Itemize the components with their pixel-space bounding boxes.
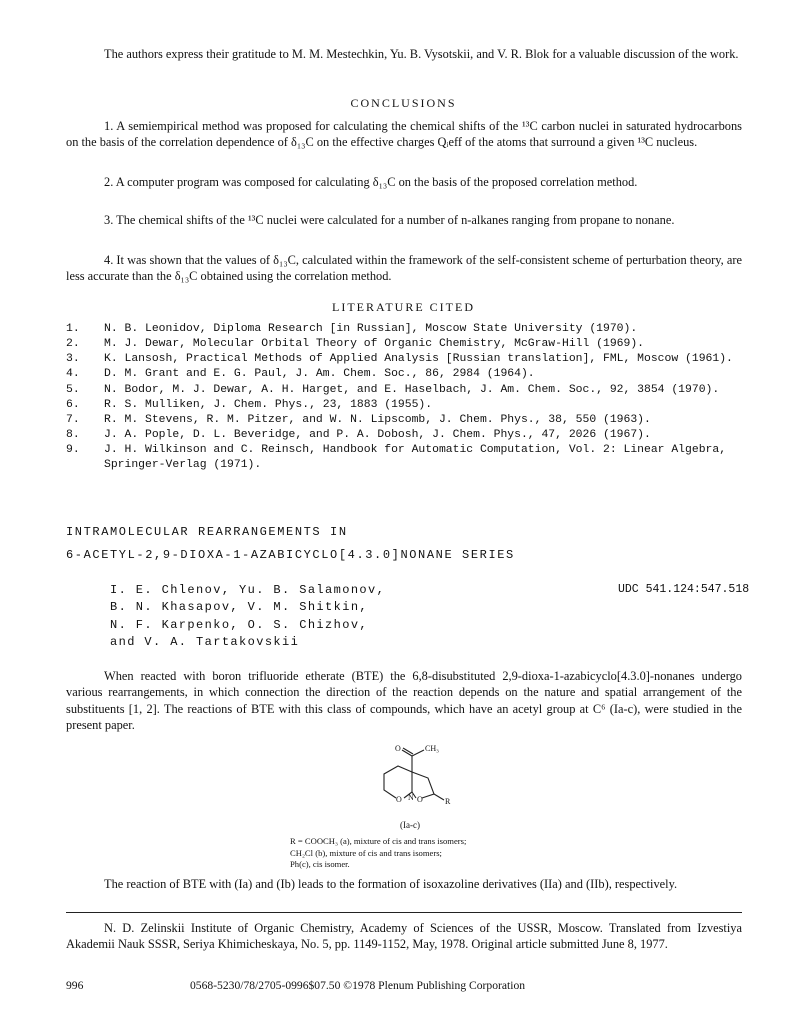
reference-text: R. S. Mulliken, J. Chem. Phys., 23, 1883 (1955).	[104, 398, 433, 411]
reference-item	[66, 413, 742, 428]
atom-label: CH₃	[425, 744, 439, 753]
atom-label: O	[417, 795, 423, 804]
author-block	[110, 582, 385, 652]
conclusion-4: 4. It was shown that the values of δ₁₃C, calculated within the framework of the self-consistent scheme of perturbation theory, are less accurate than the δ₁₃C obtained using the correlation method.	[66, 253, 742, 284]
r-bond	[434, 794, 444, 800]
ring-bond	[412, 772, 434, 798]
atom-label: O	[396, 795, 402, 804]
reference-number: 7.	[66, 413, 80, 426]
footnote: N. D. Zelinskii Institute of Organic Chemistry, Academy of Sciences of the USSR, Moscow. Translated from Izvestiya Akademii Nauk SSSR, Seriya Khimicheskaya, No. 5, pp. 1149-1152, May, 1978. Original article submitted June 8, 1977.	[66, 921, 742, 952]
article-title-line-2: 6-ACETYL-2,9-DIOXA-1-AZABICYCLO[4.3.0]NONANE SERIES	[66, 548, 515, 562]
structure-note: Ph(c), cis isomer.	[290, 859, 350, 870]
article-title-line-1: INTRAMOLECULAR REARRANGEMENTS IN	[66, 525, 348, 539]
atom-label: O	[395, 744, 401, 753]
structure-note: R = COOCH₃ (a), mixture of cis and trans isomers;	[290, 836, 467, 846]
reference-text: N. B. Leonidov, Diploma Research [in Russian], Moscow State University (1970).	[104, 323, 638, 335]
atom-label: N	[408, 793, 414, 802]
reference-item	[66, 383, 742, 398]
reference-number: 2.	[66, 338, 80, 351]
reference-item	[66, 428, 742, 443]
reference-item	[66, 398, 742, 413]
page-number: 996	[66, 979, 84, 992]
reference-item	[66, 367, 742, 382]
literature-heading: LITERATURE CITED	[332, 300, 475, 314]
conclusion-2: 2. A computer program was composed for calculating δ₁₃C on the basis of the proposed correlation method.	[104, 175, 638, 189]
reaction-paragraph: The reaction of BTE with (Ia) and (Ib) leads to the formation of isoxazoline derivatives (IIa) and (IIb), respectively.	[104, 877, 678, 891]
reference-text: J. H. Wilkinson and C. Reinsch, Handbook for Automatic Computation, Vol. 2: Linear Algebra, Springer-Verlag (1971).	[104, 444, 727, 472]
author-line: N. F. Karpenko, O. S. Chizhov,	[110, 617, 369, 632]
reference-number: 8.	[66, 429, 80, 442]
author-line: and V. A. Tartakovskii	[110, 635, 300, 650]
reference-item	[66, 337, 742, 352]
methyl-bond	[412, 750, 424, 756]
udc-code: UDC 541.124:547.518	[618, 583, 750, 596]
reference-item	[66, 352, 742, 367]
reference-text: M. J. Dewar, Molecular Orbital Theory of Organic Chemistry, McGraw-Hill (1969).	[104, 338, 645, 351]
acknowledgement: The authors express their gratitude to M. M. Mestechkin, Yu. B. Vysotskii, and V. R. Blok for a valuable discussion of the work.	[104, 47, 739, 61]
reference-number: 6.	[66, 398, 80, 411]
copyright-line: 0568-5230/78/2705-0996$07.50 ©1978 Plenum Publishing Corporation	[190, 979, 526, 992]
reference-text: D. M. Grant and E. G. Paul, J. Am. Chem. Soc., 86, 2984 (1964).	[104, 368, 535, 381]
chemical-structure	[370, 742, 460, 822]
reference-number: 5.	[66, 383, 80, 396]
structure-label: (Ia-c)	[400, 820, 420, 830]
reference-number: 1.	[66, 323, 80, 335]
reference-number: 3.	[66, 353, 80, 366]
structure-notes	[290, 836, 466, 871]
reference-text: J. A. Pople, D. L. Beveridge, and P. A. Dobosh, J. Chem. Phys., 47, 2026 (1967).	[104, 429, 651, 442]
atom-label: R	[445, 797, 451, 806]
reference-item	[66, 322, 742, 337]
conclusion-3: 3. The chemical shifts of the ¹³C nuclei were calculated for a number of n-alkanes ranging from propane to nonane.	[104, 213, 675, 227]
reference-text: R. M. Stevens, R. M. Pitzer, and W. N. Lipscomb, J. Chem. Phys., 38, 550 (1963).	[104, 413, 651, 426]
reference-number: 4.	[66, 368, 80, 381]
author-line: B. N. Khasapov, V. M. Shitkin,	[110, 600, 369, 615]
conclusions-heading: CONCLUSIONS	[350, 96, 457, 110]
conclusion-1: 1. A semiempirical method was proposed for calculating the chemical shifts of the ¹³C carbon nuclei in saturated hydrocarbons on the basis of the correlation dependence of δ₁₃C on the effective charges Qᵢeff of the atoms that surround a given ¹³C nucleus.	[66, 119, 742, 150]
reference-text: K. Lansosh, Practical Methods of Applied Analysis [Russian translation], FML, Moscow (1961).	[104, 353, 733, 366]
reference-item	[66, 443, 742, 473]
reference-number: 9.	[66, 444, 80, 457]
structure-note: CH₂Cl (b), mixture of cis and trans isomers;	[290, 847, 442, 858]
reference-text: N. Bodor, M. J. Dewar, A. H. Harget, and E. Haselbach, J. Am. Chem. Soc., 92, 3854 (1970).	[104, 383, 720, 396]
footnote-rule	[66, 912, 742, 913]
intro-paragraph: When reacted with boron trifluoride etherate (BTE) the 6,8-disubstituted 2,9-dioxa-1-azabicyclo[4.3.0]-nonanes undergo various rearrangements, in which connection the direction of the reaction depends on the nature and spatial arrangement of the substituents [1, 2]. The reactions of BTE with this class of compounds, which have an acetyl group at C⁶ (Ia-c), were studied in the present paper.	[66, 669, 742, 733]
author-line: I. E. Chlenov, Yu. B. Salamonov,	[110, 583, 386, 597]
reference-list	[66, 322, 742, 474]
